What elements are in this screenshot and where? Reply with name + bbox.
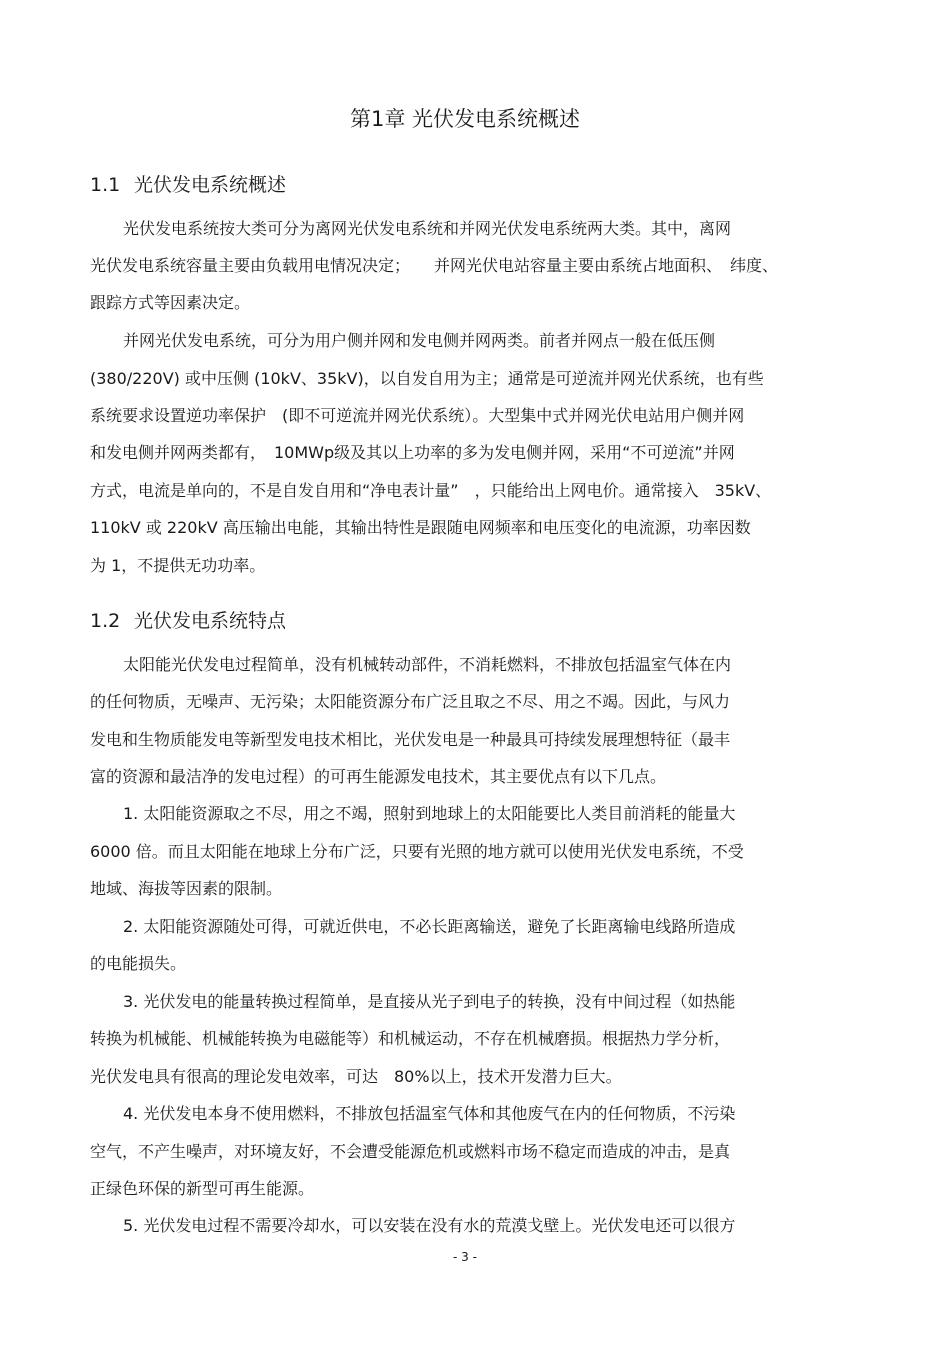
section-title: 光伏发电系统概述 — [134, 174, 287, 196]
page-number: - 3 - — [453, 1250, 477, 1264]
list-item-line: 地域、海拔等因素的限制。 — [90, 879, 283, 898]
paragraph-line: 并网光伏发电系统，可分为用户侧并网和发电侧并网两类。前者并网点一般在低压侧 — [123, 331, 716, 350]
paragraph-line: (380/220V) 或中压侧 (10kV、35kV)，以自发自用为主；通常是可逆流并网光伏系统，也有些 — [90, 369, 764, 388]
paragraph-line: 和发电侧并网两类都有， 10MWp级及其以上功率的多为发电侧并网，采用“不可逆流”并网 — [90, 443, 735, 462]
list-item-line: 正绿色环保的新型可再生能源。 — [90, 1179, 315, 1198]
paragraph-line: 富的资源和最洁净的发电过程）的可再生能源发电技术，其主要优点有以下几点。 — [90, 767, 667, 786]
paragraph-line: 跟踪方式等因素决定。 — [90, 293, 251, 312]
section-heading-1-2 — [90, 608, 286, 634]
paragraph-line: 的任何物质，无噪声、无污染；太阳能资源分布广泛且取之不尽、用之不竭。因此，与风力 — [90, 692, 731, 711]
list-item-line: 3. 光伏发电的能量转换过程简单，是直接从光子到电子的转换，没有中间过程（如热能 — [123, 992, 736, 1011]
list-item-line: 5. 光伏发电过程不需要冷却水，可以安装在没有水的荒漠戈壁上。光伏发电还可以很方 — [123, 1216, 736, 1235]
list-item-line: 转换为机械能、机械能转换为电磁能等）和机械运动，不存在机械磨损。根据热力学分析， — [90, 1029, 731, 1048]
paragraph-line: 110kV 或 220kV 高压输出电能，其输出特性是跟随电网频率和电压变化的电流源，功率因数 — [90, 518, 751, 537]
list-item-line: 6000 倍。而且太阳能在地球上分布广泛，只要有光照的地方就可以使用光伏发电系统，不受 — [90, 842, 744, 861]
paragraph-line: 发电和生物质能发电等新型发电技术相比，光伏发电是一种最具可持续发展理想特征（最丰 — [90, 730, 731, 749]
list-item-line: 空气，不产生噪声，对环境友好，不会遭受能源危机或燃料市场不稳定而造成的冲击，是真 — [90, 1142, 731, 1161]
list-item-line: 的电能损失。 — [90, 954, 187, 973]
paragraph-line: 为 1，不提供无功功率。 — [90, 556, 266, 575]
section-number: 1.2 — [90, 610, 121, 632]
section-title: 光伏发电系统特点 — [134, 610, 287, 632]
paragraph-line: 太阳能光伏发电过程简单，没有机械转动部件，不消耗燃料，不排放包括温室气体在内 — [123, 655, 732, 674]
chapter-title: 第1章 光伏发电系统概述 — [349, 107, 581, 131]
section-number: 1.1 — [90, 174, 121, 196]
paragraph-line: 方式，电流是单向的，不是自发自用和“净电表计量” ，只能给出上网电价。通常接入 35kV、 — [90, 481, 772, 500]
paragraph-line: 系统要求设置逆功率保护 (即不可逆流并网光伏系统）。大型集中式并网光伏电站用户侧并网 — [90, 406, 745, 425]
list-item-line: 2. 太阳能资源随处可得，可就近供电，不必长距离输送，避免了长距离输电线路所造成 — [123, 917, 736, 936]
paragraph-line: 光伏发电系统按大类可分为离网光伏发电系统和并网光伏发电系统两大类。其中，离网 — [123, 219, 732, 238]
paragraph-line: 光伏发电系统容量主要由负载用电情况决定； 并网光伏电站容量主要由系统占地面积、 纬度、 — [90, 256, 779, 275]
list-item-line: 光伏发电具有很高的理论发电效率，可达 80%以上，技术开发潜力巨大。 — [90, 1067, 622, 1086]
list-item-line: 1. 太阳能资源取之不尽，用之不竭，照射到地球上的太阳能要比人类目前消耗的能量大 — [123, 804, 736, 823]
section-heading-1-1 — [90, 172, 286, 198]
list-item-line: 4. 光伏发电本身不使用燃料，不排放包括温室气体和其他废气在内的任何物质，不污染 — [123, 1104, 736, 1123]
